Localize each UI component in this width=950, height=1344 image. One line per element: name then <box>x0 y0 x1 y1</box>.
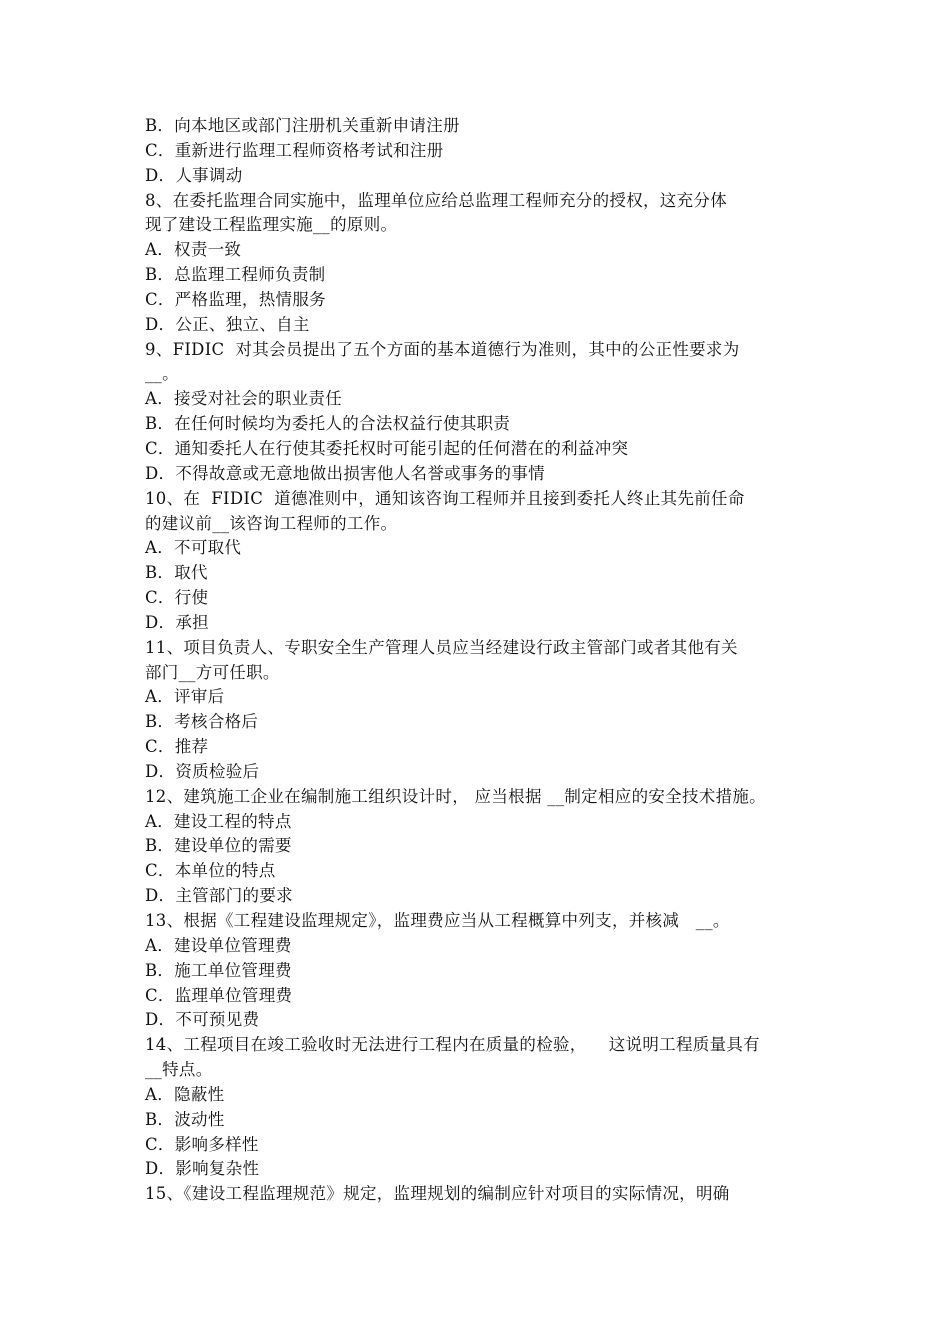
question-text-line: 9、FIDIC 对其会员提出了五个方面的基本道德行为准则，其中的公正性要求为 <box>145 339 740 359</box>
answer-option: D．主管部门的要求 <box>145 886 293 906</box>
answer-option: C．监理单位管理费 <box>145 985 293 1005</box>
answer-option: C．本单位的特点 <box>145 861 276 881</box>
answer-option: C．推荐 <box>145 737 209 757</box>
answer-option: B．考核合格后 <box>145 712 259 732</box>
answer-option: D．影响复杂性 <box>145 1159 260 1179</box>
question-text-line: 15、《建设工程监理规范》规定，监理规划的编制应针对项目的实际情况，明确 <box>145 1184 730 1204</box>
answer-option: D．承担 <box>145 612 209 632</box>
question-text-line: 11、项目负责人、专职安全生产管理人员应当经建设行政主管部门或者其他有关 <box>145 637 738 657</box>
answer-option: C．通知委托人在行使其委托权时可能引起的任何潜在的利益冲突 <box>145 438 629 458</box>
answer-option: B．施工单位管理费 <box>145 960 292 980</box>
answer-option: D．资质检验后 <box>145 761 260 781</box>
question-text-line: 部门__方可任职。 <box>145 662 280 682</box>
answer-option: B．建设单位的需要 <box>145 836 292 856</box>
answer-option: A．接受对社会的职业责任 <box>145 389 343 409</box>
question-text-line: 13、根据《工程建设监理规定》，监理费应当从工程概算中列支，并核减 __。 <box>145 911 730 930</box>
answer-option: C．严格监理，热情服务 <box>145 289 326 309</box>
answer-option: B．向本地区或部门注册机关重新申请注册 <box>145 116 460 135</box>
answer-option: A．隐蔽性 <box>145 1084 225 1104</box>
answer-option: A．建设单位管理费 <box>145 935 292 955</box>
question-text-line: 14、工程项目在竣工验收时无法进行工程内在质量的检验， 这说明工程质量具有 <box>145 1035 760 1055</box>
question-text-line: 12、建筑施工企业在编制施工组织设计时， 应当根据 __制定相应的安全技术措施。 <box>145 786 766 806</box>
answer-option: B．波动性 <box>145 1109 225 1129</box>
answer-option: B．总监理工程师负责制 <box>145 265 326 285</box>
answer-option: A．评审后 <box>145 687 225 707</box>
answer-option: A．不可取代 <box>145 538 242 558</box>
answer-option: A．权责一致 <box>145 240 242 260</box>
document-body <box>145 114 810 1207</box>
question-text-line: __特点。 <box>145 1060 213 1080</box>
question-text-line: 现了建设工程监理实施__的原则。 <box>145 215 398 235</box>
answer-option: D．人事调动 <box>145 165 243 185</box>
answer-option: B．在任何时候均为委托人的合法权益行使其职责 <box>145 414 511 434</box>
question-text-line: __。 <box>145 364 179 384</box>
question-text-line: 的建议前__该咨询工程师的工作。 <box>145 513 398 533</box>
answer-option: C．影响多样性 <box>145 1134 259 1154</box>
answer-option: C．重新进行监理工程师资格考试和注册 <box>145 140 444 160</box>
answer-option: B．取代 <box>145 563 208 583</box>
answer-option: D．不可预见费 <box>145 1010 260 1030</box>
answer-option: D．不得故意或无意地做出损害他人名誉或事务的事情 <box>145 463 545 483</box>
answer-option: C．行使 <box>145 588 209 608</box>
question-text-line: 10、在 FIDIC 道德准则中，通知该咨询工程师并且接到委托人终止其先前任命 <box>145 488 745 508</box>
answer-option: D．公正、独立、自主 <box>145 314 310 334</box>
question-text-line: 8、在委托监理合同实施中，监理单位应给总监理工程师充分的授权，这充分体 <box>145 190 727 210</box>
answer-option: A．建设工程的特点 <box>145 811 292 831</box>
